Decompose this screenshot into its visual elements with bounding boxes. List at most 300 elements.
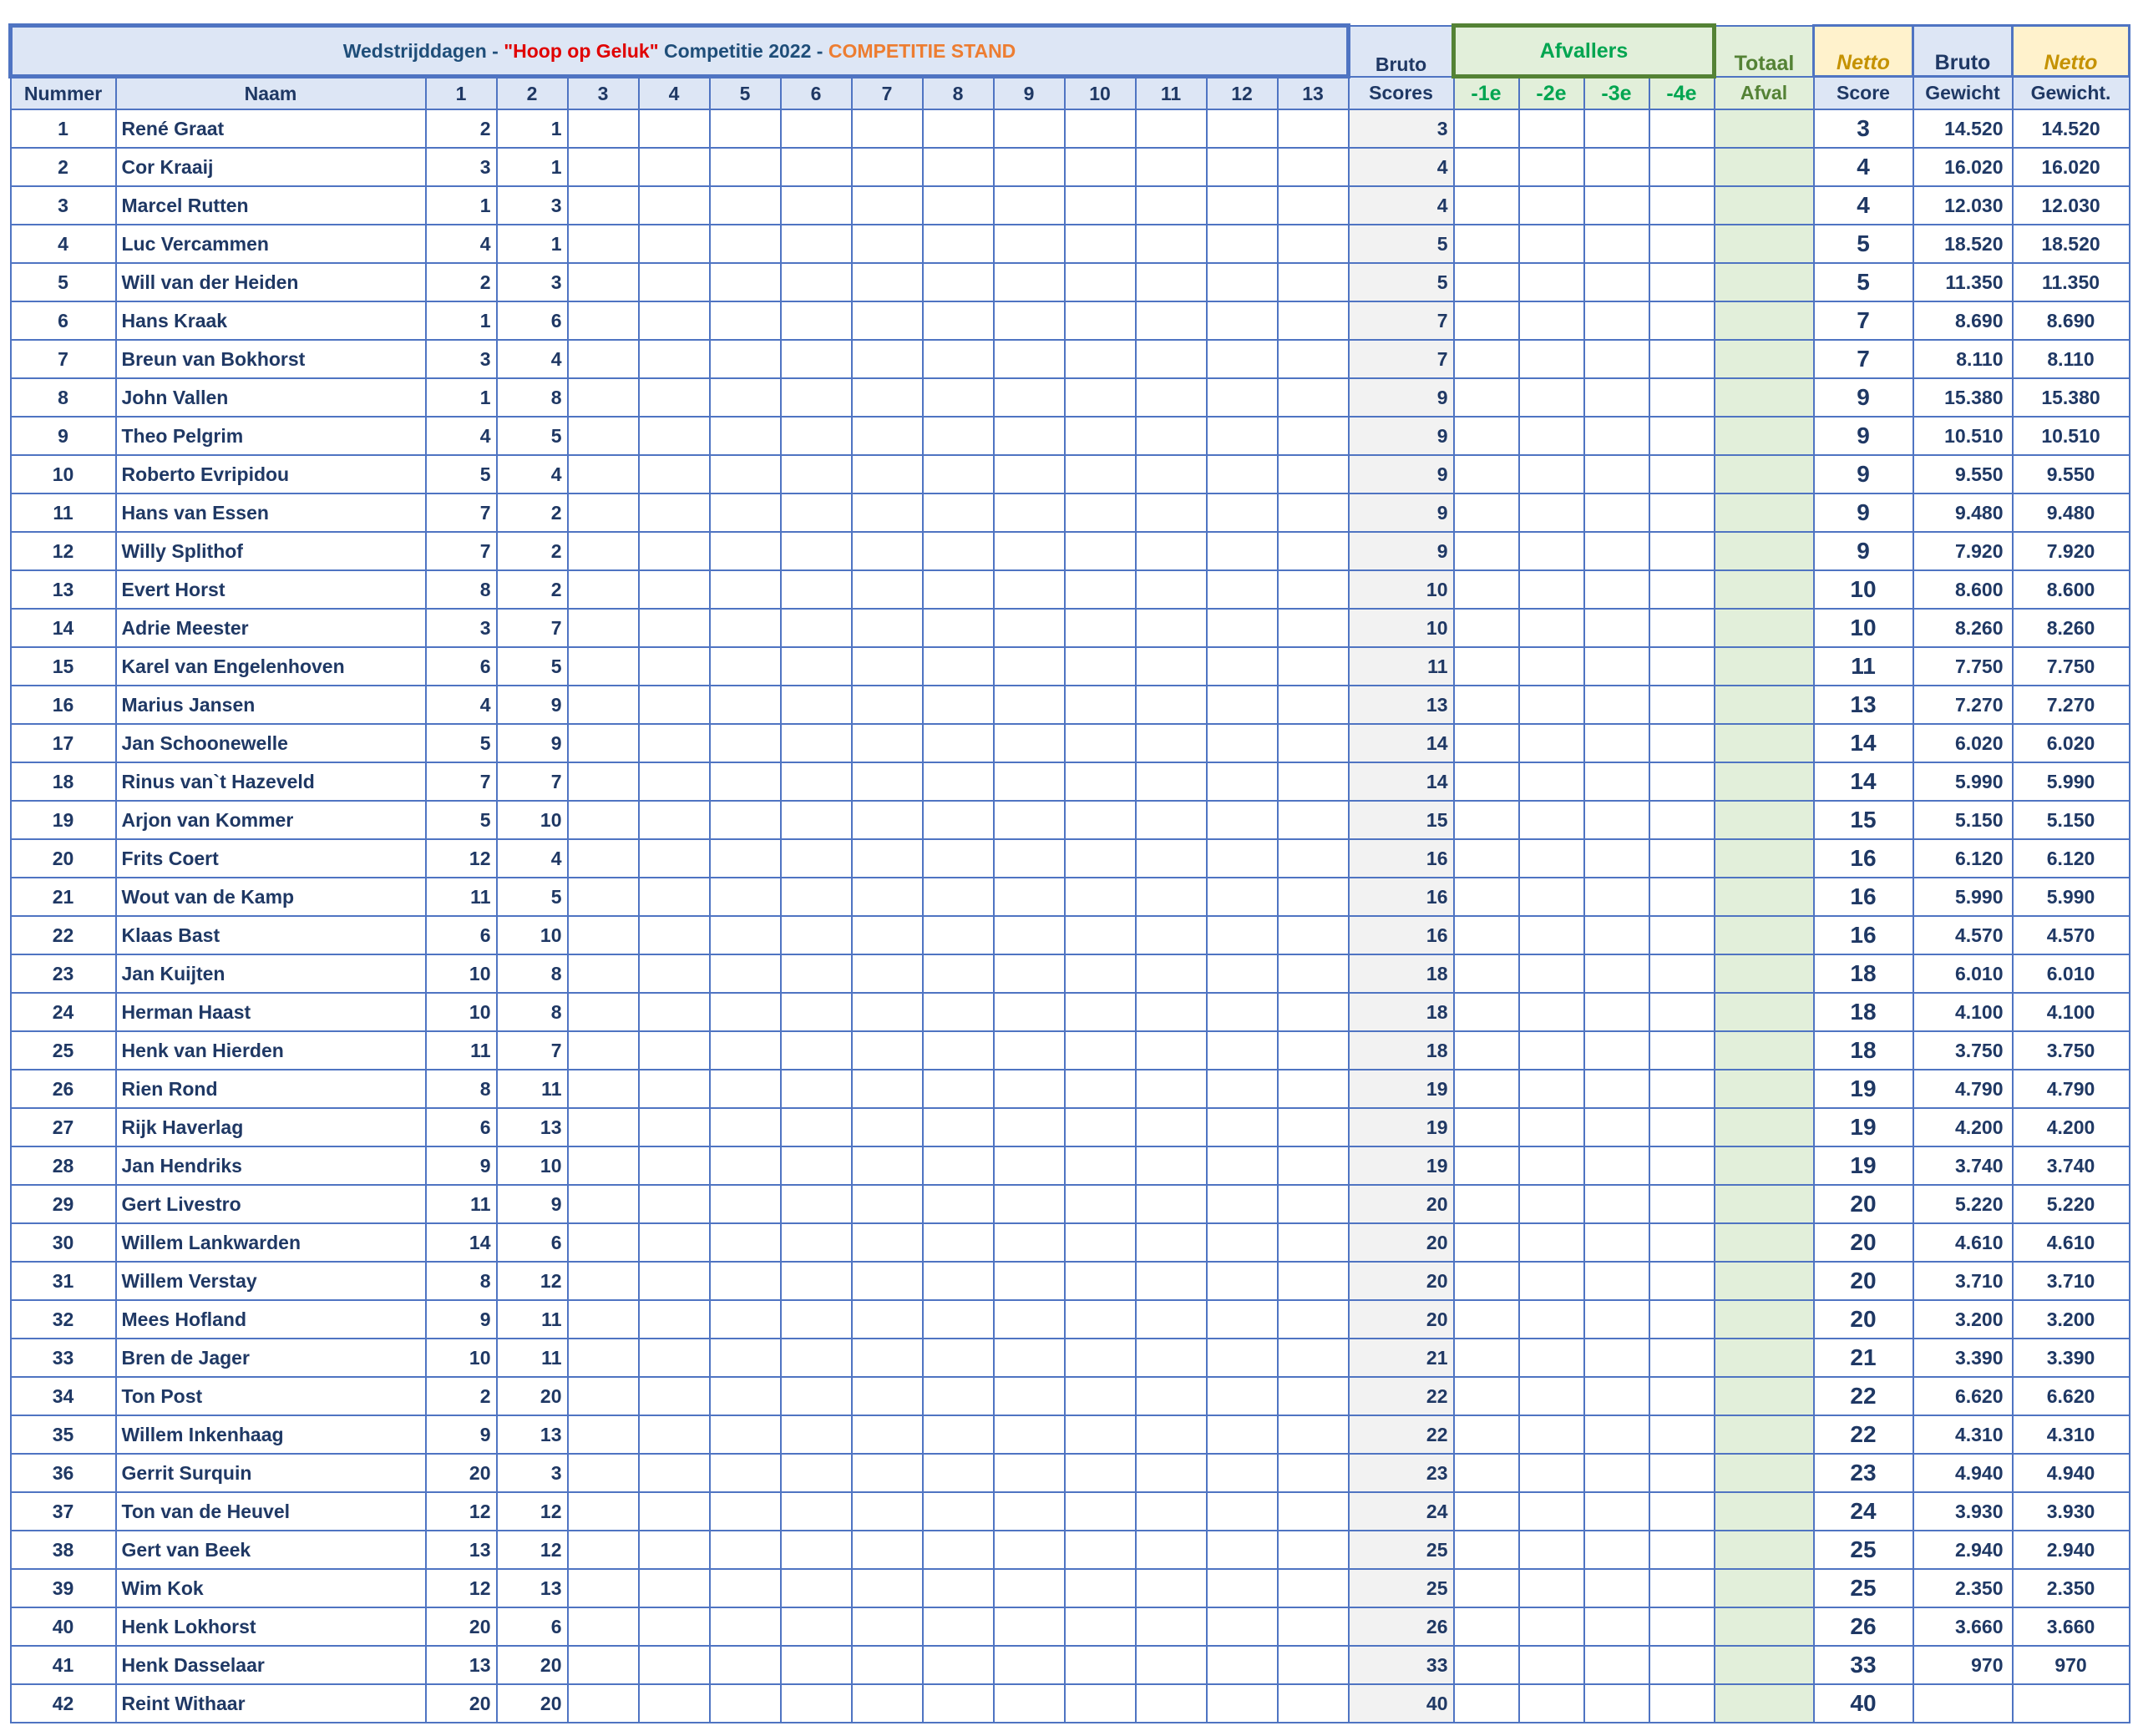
cell-round-7[interactable]	[852, 1646, 923, 1684]
cell-round-5[interactable]	[710, 1492, 781, 1531]
cell-nummer[interactable]: 16	[11, 686, 116, 724]
cell-round-7[interactable]	[852, 609, 923, 647]
cell-bruto-gewicht[interactable]: 15.380	[1913, 378, 2013, 417]
cell-netto-score[interactable]: 13	[1814, 686, 1913, 724]
cell-round-6[interactable]	[781, 225, 852, 263]
cell-round-9[interactable]	[994, 916, 1065, 954]
cell-round-3[interactable]	[568, 493, 639, 532]
cell-round-7[interactable]	[852, 1146, 923, 1185]
cell-round-2[interactable]: 7	[497, 1031, 568, 1070]
cell-nummer[interactable]: 22	[11, 916, 116, 954]
cell-bruto-scores[interactable]: 10	[1349, 570, 1454, 609]
cell-round-5[interactable]	[710, 916, 781, 954]
cell-round-12[interactable]	[1207, 1492, 1278, 1531]
cell-round-6[interactable]	[781, 1300, 852, 1339]
cell-netto-score[interactable]: 18	[1814, 993, 1913, 1031]
cell-bruto-gewicht[interactable]: 16.020	[1913, 148, 2013, 186]
cell-round-3[interactable]	[568, 1185, 639, 1223]
cell-round-1[interactable]: 13	[426, 1646, 497, 1684]
cell-round-8[interactable]	[923, 762, 994, 801]
cell-netto-gewicht[interactable]: 12.030	[2013, 186, 2130, 225]
cell-round-12[interactable]	[1207, 1262, 1278, 1300]
cell-totaal-afval[interactable]	[1715, 1454, 1814, 1492]
cell-afvaller-1[interactable]	[1454, 878, 1519, 916]
cell-round-3[interactable]	[568, 109, 639, 148]
cell-round-4[interactable]	[639, 1607, 710, 1646]
cell-round-2[interactable]: 1	[497, 148, 568, 186]
cell-totaal-afval[interactable]	[1715, 1492, 1814, 1531]
cell-round-11[interactable]	[1136, 724, 1207, 762]
cell-round-7[interactable]	[852, 493, 923, 532]
cell-round-8[interactable]	[923, 493, 994, 532]
cell-bruto-gewicht[interactable]: 4.100	[1913, 993, 2013, 1031]
cell-nummer[interactable]: 38	[11, 1531, 116, 1569]
cell-naam[interactable]: Klaas Bast	[116, 916, 426, 954]
cell-round-2[interactable]: 20	[497, 1377, 568, 1415]
cell-round-9[interactable]	[994, 1300, 1065, 1339]
cell-bruto-gewicht[interactable]: 2.350	[1913, 1569, 2013, 1607]
cell-netto-gewicht[interactable]: 14.520	[2013, 109, 2130, 148]
cell-round-1[interactable]: 7	[426, 762, 497, 801]
cell-round-8[interactable]	[923, 878, 994, 916]
cell-round-2[interactable]: 7	[497, 609, 568, 647]
cell-round-4[interactable]	[639, 647, 710, 686]
cell-round-11[interactable]	[1136, 1031, 1207, 1070]
cell-round-2[interactable]: 1	[497, 225, 568, 263]
cell-netto-score[interactable]: 19	[1814, 1146, 1913, 1185]
cell-afvaller-4[interactable]	[1649, 570, 1715, 609]
cell-round-6[interactable]	[781, 993, 852, 1031]
cell-round-13[interactable]	[1278, 417, 1349, 455]
cell-afvaller-1[interactable]	[1454, 570, 1519, 609]
cell-round-4[interactable]	[639, 1185, 710, 1223]
cell-afvaller-3[interactable]	[1584, 993, 1649, 1031]
cell-netto-gewicht[interactable]: 4.610	[2013, 1223, 2130, 1262]
cell-afvaller-4[interactable]	[1649, 493, 1715, 532]
cell-afvaller-4[interactable]	[1649, 1031, 1715, 1070]
cell-round-7[interactable]	[852, 225, 923, 263]
cell-afvaller-4[interactable]	[1649, 417, 1715, 455]
cell-nummer[interactable]: 36	[11, 1454, 116, 1492]
cell-bruto-scores[interactable]: 24	[1349, 1492, 1454, 1531]
cell-afvaller-1[interactable]	[1454, 724, 1519, 762]
cell-round-10[interactable]	[1065, 186, 1136, 225]
cell-afvaller-1[interactable]	[1454, 1415, 1519, 1454]
cell-afvaller-3[interactable]	[1584, 839, 1649, 878]
cell-round-10[interactable]	[1065, 1569, 1136, 1607]
cell-round-13[interactable]	[1278, 186, 1349, 225]
cell-round-2[interactable]: 20	[497, 1684, 568, 1723]
cell-round-2[interactable]: 4	[497, 340, 568, 378]
cell-round-3[interactable]	[568, 1377, 639, 1415]
cell-bruto-scores[interactable]: 14	[1349, 762, 1454, 801]
cell-round-3[interactable]	[568, 1607, 639, 1646]
cell-round-6[interactable]	[781, 762, 852, 801]
cell-round-7[interactable]	[852, 263, 923, 301]
cell-round-9[interactable]	[994, 1070, 1065, 1108]
cell-round-12[interactable]	[1207, 954, 1278, 993]
cell-round-5[interactable]	[710, 1415, 781, 1454]
cell-bruto-gewicht[interactable]: 6.020	[1913, 724, 2013, 762]
cell-naam[interactable]: Rijk Haverlag	[116, 1108, 426, 1146]
cell-naam[interactable]: Gert Livestro	[116, 1185, 426, 1223]
cell-round-2[interactable]: 10	[497, 1146, 568, 1185]
cell-round-4[interactable]	[639, 1300, 710, 1339]
cell-afvaller-4[interactable]	[1649, 724, 1715, 762]
cell-round-9[interactable]	[994, 1607, 1065, 1646]
cell-afvaller-4[interactable]	[1649, 762, 1715, 801]
cell-round-2[interactable]: 7	[497, 762, 568, 801]
cell-round-12[interactable]	[1207, 148, 1278, 186]
cell-afvaller-2[interactable]	[1519, 417, 1584, 455]
cell-round-13[interactable]	[1278, 993, 1349, 1031]
cell-totaal-afval[interactable]	[1715, 762, 1814, 801]
cell-bruto-gewicht[interactable]: 5.220	[1913, 1185, 2013, 1223]
cell-round-9[interactable]	[994, 1339, 1065, 1377]
cell-afvaller-1[interactable]	[1454, 225, 1519, 263]
cell-nummer[interactable]: 2	[11, 148, 116, 186]
cell-round-5[interactable]	[710, 762, 781, 801]
cell-round-4[interactable]	[639, 839, 710, 878]
cell-afvaller-3[interactable]	[1584, 801, 1649, 839]
cell-round-9[interactable]	[994, 839, 1065, 878]
cell-round-10[interactable]	[1065, 1185, 1136, 1223]
cell-round-1[interactable]: 6	[426, 1108, 497, 1146]
cell-bruto-scores[interactable]: 18	[1349, 954, 1454, 993]
cell-bruto-gewicht[interactable]: 4.200	[1913, 1108, 2013, 1146]
cell-afvaller-1[interactable]	[1454, 493, 1519, 532]
cell-bruto-scores[interactable]: 40	[1349, 1684, 1454, 1723]
cell-totaal-afval[interactable]	[1715, 1531, 1814, 1569]
cell-round-1[interactable]: 7	[426, 493, 497, 532]
cell-bruto-scores[interactable]: 16	[1349, 916, 1454, 954]
cell-netto-score[interactable]: 19	[1814, 1070, 1913, 1108]
cell-nummer[interactable]: 20	[11, 839, 116, 878]
cell-round-10[interactable]	[1065, 1031, 1136, 1070]
cell-round-3[interactable]	[568, 186, 639, 225]
cell-round-12[interactable]	[1207, 1531, 1278, 1569]
cell-round-5[interactable]	[710, 801, 781, 839]
cell-round-1[interactable]: 8	[426, 1262, 497, 1300]
cell-afvaller-1[interactable]	[1454, 1146, 1519, 1185]
cell-round-9[interactable]	[994, 1377, 1065, 1415]
cell-round-7[interactable]	[852, 1185, 923, 1223]
cell-afvaller-2[interactable]	[1519, 1684, 1584, 1723]
cell-round-5[interactable]	[710, 1339, 781, 1377]
cell-totaal-afval[interactable]	[1715, 1339, 1814, 1377]
cell-bruto-gewicht[interactable]: 7.920	[1913, 532, 2013, 570]
cell-round-11[interactable]	[1136, 878, 1207, 916]
cell-round-2[interactable]: 2	[497, 570, 568, 609]
cell-round-4[interactable]	[639, 148, 710, 186]
cell-netto-score[interactable]: 14	[1814, 724, 1913, 762]
cell-round-3[interactable]	[568, 340, 639, 378]
cell-round-3[interactable]	[568, 1031, 639, 1070]
cell-afvaller-3[interactable]	[1584, 417, 1649, 455]
cell-afvaller-3[interactable]	[1584, 1223, 1649, 1262]
cell-bruto-scores[interactable]: 16	[1349, 839, 1454, 878]
cell-round-7[interactable]	[852, 1569, 923, 1607]
cell-round-3[interactable]	[568, 878, 639, 916]
cell-round-7[interactable]	[852, 1223, 923, 1262]
cell-round-11[interactable]	[1136, 148, 1207, 186]
cell-round-2[interactable]: 8	[497, 954, 568, 993]
cell-round-12[interactable]	[1207, 263, 1278, 301]
cell-round-8[interactable]	[923, 1684, 994, 1723]
cell-afvaller-1[interactable]	[1454, 148, 1519, 186]
cell-nummer[interactable]: 40	[11, 1607, 116, 1646]
cell-nummer[interactable]: 41	[11, 1646, 116, 1684]
cell-afvaller-3[interactable]	[1584, 647, 1649, 686]
cell-afvaller-1[interactable]	[1454, 1454, 1519, 1492]
cell-round-5[interactable]	[710, 417, 781, 455]
cell-round-7[interactable]	[852, 1607, 923, 1646]
cell-round-11[interactable]	[1136, 993, 1207, 1031]
cell-round-10[interactable]	[1065, 301, 1136, 340]
cell-round-1[interactable]: 12	[426, 1569, 497, 1607]
cell-round-1[interactable]: 5	[426, 801, 497, 839]
cell-netto-score[interactable]: 18	[1814, 1031, 1913, 1070]
cell-naam[interactable]: Frits Coert	[116, 839, 426, 878]
cell-round-10[interactable]	[1065, 801, 1136, 839]
cell-round-11[interactable]	[1136, 1684, 1207, 1723]
cell-nummer[interactable]: 10	[11, 455, 116, 493]
cell-naam[interactable]: Herman Haast	[116, 993, 426, 1031]
cell-round-1[interactable]: 10	[426, 1339, 497, 1377]
cell-netto-gewicht[interactable]: 2.940	[2013, 1531, 2130, 1569]
cell-netto-score[interactable]: 18	[1814, 954, 1913, 993]
cell-round-1[interactable]: 2	[426, 263, 497, 301]
cell-round-3[interactable]	[568, 647, 639, 686]
cell-totaal-afval[interactable]	[1715, 993, 1814, 1031]
cell-round-8[interactable]	[923, 1415, 994, 1454]
cell-afvaller-3[interactable]	[1584, 148, 1649, 186]
cell-round-2[interactable]: 5	[497, 647, 568, 686]
cell-round-9[interactable]	[994, 532, 1065, 570]
cell-afvaller-4[interactable]	[1649, 1300, 1715, 1339]
cell-bruto-scores[interactable]: 19	[1349, 1108, 1454, 1146]
cell-afvaller-3[interactable]	[1584, 954, 1649, 993]
cell-round-4[interactable]	[639, 532, 710, 570]
cell-totaal-afval[interactable]	[1715, 1569, 1814, 1607]
cell-afvaller-1[interactable]	[1454, 1262, 1519, 1300]
cell-round-8[interactable]	[923, 148, 994, 186]
cell-round-11[interactable]	[1136, 1454, 1207, 1492]
cell-nummer[interactable]: 23	[11, 954, 116, 993]
cell-round-8[interactable]	[923, 455, 994, 493]
cell-nummer[interactable]: 30	[11, 1223, 116, 1262]
cell-netto-gewicht[interactable]: 5.990	[2013, 878, 2130, 916]
cell-netto-gewicht[interactable]: 4.790	[2013, 1070, 2130, 1108]
cell-round-5[interactable]	[710, 1607, 781, 1646]
cell-round-7[interactable]	[852, 1339, 923, 1377]
cell-round-10[interactable]	[1065, 647, 1136, 686]
cell-afvaller-2[interactable]	[1519, 186, 1584, 225]
cell-round-12[interactable]	[1207, 609, 1278, 647]
cell-naam[interactable]: Evert Horst	[116, 570, 426, 609]
cell-round-13[interactable]	[1278, 1454, 1349, 1492]
cell-round-3[interactable]	[568, 532, 639, 570]
cell-round-8[interactable]	[923, 839, 994, 878]
cell-round-11[interactable]	[1136, 1492, 1207, 1531]
cell-netto-gewicht[interactable]: 6.020	[2013, 724, 2130, 762]
cell-round-6[interactable]	[781, 1454, 852, 1492]
cell-bruto-scores[interactable]: 5	[1349, 225, 1454, 263]
cell-nummer[interactable]: 6	[11, 301, 116, 340]
cell-afvaller-3[interactable]	[1584, 686, 1649, 724]
cell-totaal-afval[interactable]	[1715, 1607, 1814, 1646]
cell-netto-gewicht[interactable]: 15.380	[2013, 378, 2130, 417]
cell-round-12[interactable]	[1207, 1070, 1278, 1108]
cell-round-13[interactable]	[1278, 301, 1349, 340]
cell-round-4[interactable]	[639, 1377, 710, 1415]
cell-round-10[interactable]	[1065, 1146, 1136, 1185]
cell-bruto-scores[interactable]: 20	[1349, 1262, 1454, 1300]
cell-afvaller-3[interactable]	[1584, 493, 1649, 532]
cell-round-4[interactable]	[639, 916, 710, 954]
cell-round-9[interactable]	[994, 1454, 1065, 1492]
cell-afvaller-1[interactable]	[1454, 340, 1519, 378]
cell-round-11[interactable]	[1136, 1262, 1207, 1300]
cell-bruto-scores[interactable]: 16	[1349, 878, 1454, 916]
cell-afvaller-1[interactable]	[1454, 1185, 1519, 1223]
cell-nummer[interactable]: 33	[11, 1339, 116, 1377]
cell-round-8[interactable]	[923, 724, 994, 762]
cell-round-8[interactable]	[923, 1185, 994, 1223]
cell-afvaller-2[interactable]	[1519, 993, 1584, 1031]
cell-totaal-afval[interactable]	[1715, 1300, 1814, 1339]
cell-round-4[interactable]	[639, 1223, 710, 1262]
cell-round-5[interactable]	[710, 1531, 781, 1569]
cell-round-9[interactable]	[994, 148, 1065, 186]
cell-round-12[interactable]	[1207, 109, 1278, 148]
cell-bruto-scores[interactable]: 26	[1349, 1607, 1454, 1646]
cell-afvaller-3[interactable]	[1584, 1454, 1649, 1492]
cell-round-13[interactable]	[1278, 1377, 1349, 1415]
cell-round-6[interactable]	[781, 647, 852, 686]
cell-afvaller-3[interactable]	[1584, 1531, 1649, 1569]
cell-round-5[interactable]	[710, 301, 781, 340]
cell-netto-score[interactable]: 9	[1814, 378, 1913, 417]
cell-afvaller-3[interactable]	[1584, 1185, 1649, 1223]
cell-round-4[interactable]	[639, 801, 710, 839]
cell-round-13[interactable]	[1278, 1031, 1349, 1070]
cell-afvaller-2[interactable]	[1519, 1377, 1584, 1415]
cell-netto-score[interactable]: 25	[1814, 1569, 1913, 1607]
cell-round-11[interactable]	[1136, 109, 1207, 148]
cell-round-3[interactable]	[568, 801, 639, 839]
cell-round-4[interactable]	[639, 1531, 710, 1569]
cell-round-7[interactable]	[852, 1031, 923, 1070]
cell-afvaller-2[interactable]	[1519, 225, 1584, 263]
cell-round-10[interactable]	[1065, 225, 1136, 263]
cell-afvaller-4[interactable]	[1649, 1454, 1715, 1492]
cell-round-4[interactable]	[639, 878, 710, 916]
cell-round-2[interactable]: 9	[497, 724, 568, 762]
cell-round-12[interactable]	[1207, 1607, 1278, 1646]
cell-round-13[interactable]	[1278, 1108, 1349, 1146]
cell-netto-score[interactable]: 4	[1814, 148, 1913, 186]
cell-round-7[interactable]	[852, 1415, 923, 1454]
cell-round-4[interactable]	[639, 724, 710, 762]
cell-afvaller-4[interactable]	[1649, 1569, 1715, 1607]
cell-afvaller-4[interactable]	[1649, 686, 1715, 724]
cell-round-8[interactable]	[923, 916, 994, 954]
cell-afvaller-4[interactable]	[1649, 1531, 1715, 1569]
cell-afvaller-2[interactable]	[1519, 1415, 1584, 1454]
cell-round-8[interactable]	[923, 1070, 994, 1108]
cell-round-10[interactable]	[1065, 1300, 1136, 1339]
cell-round-12[interactable]	[1207, 839, 1278, 878]
cell-round-12[interactable]	[1207, 686, 1278, 724]
cell-round-13[interactable]	[1278, 340, 1349, 378]
cell-round-8[interactable]	[923, 1262, 994, 1300]
cell-totaal-afval[interactable]	[1715, 225, 1814, 263]
cell-afvaller-1[interactable]	[1454, 1569, 1519, 1607]
cell-round-4[interactable]	[639, 1454, 710, 1492]
cell-netto-score[interactable]: 26	[1814, 1607, 1913, 1646]
cell-round-5[interactable]	[710, 686, 781, 724]
cell-netto-score[interactable]: 5	[1814, 263, 1913, 301]
cell-round-8[interactable]	[923, 378, 994, 417]
cell-round-11[interactable]	[1136, 417, 1207, 455]
cell-bruto-scores[interactable]: 9	[1349, 493, 1454, 532]
cell-afvaller-2[interactable]	[1519, 878, 1584, 916]
cell-round-9[interactable]	[994, 1108, 1065, 1146]
cell-round-1[interactable]: 2	[426, 109, 497, 148]
cell-afvaller-3[interactable]	[1584, 1492, 1649, 1531]
cell-round-9[interactable]	[994, 1031, 1065, 1070]
cell-round-12[interactable]	[1207, 186, 1278, 225]
cell-round-7[interactable]	[852, 1684, 923, 1723]
cell-round-8[interactable]	[923, 609, 994, 647]
cell-bruto-gewicht[interactable]: 12.030	[1913, 186, 2013, 225]
cell-totaal-afval[interactable]	[1715, 1031, 1814, 1070]
cell-round-10[interactable]	[1065, 1531, 1136, 1569]
cell-bruto-gewicht[interactable]: 3.390	[1913, 1339, 2013, 1377]
cell-naam[interactable]: Rien Rond	[116, 1070, 426, 1108]
cell-round-10[interactable]	[1065, 1492, 1136, 1531]
cell-bruto-gewicht[interactable]: 3.740	[1913, 1146, 2013, 1185]
cell-afvaller-2[interactable]	[1519, 1108, 1584, 1146]
cell-round-6[interactable]	[781, 1185, 852, 1223]
cell-nummer[interactable]: 31	[11, 1262, 116, 1300]
cell-round-11[interactable]	[1136, 340, 1207, 378]
cell-round-8[interactable]	[923, 263, 994, 301]
cell-round-8[interactable]	[923, 109, 994, 148]
cell-round-11[interactable]	[1136, 839, 1207, 878]
cell-round-13[interactable]	[1278, 1262, 1349, 1300]
cell-round-10[interactable]	[1065, 839, 1136, 878]
cell-afvaller-4[interactable]	[1649, 301, 1715, 340]
cell-round-4[interactable]	[639, 301, 710, 340]
cell-round-1[interactable]: 4	[426, 417, 497, 455]
cell-round-8[interactable]	[923, 1454, 994, 1492]
cell-round-1[interactable]: 20	[426, 1454, 497, 1492]
cell-afvaller-4[interactable]	[1649, 839, 1715, 878]
cell-round-8[interactable]	[923, 532, 994, 570]
cell-round-9[interactable]	[994, 686, 1065, 724]
cell-round-1[interactable]: 3	[426, 340, 497, 378]
cell-nummer[interactable]: 29	[11, 1185, 116, 1223]
cell-bruto-gewicht[interactable]: 6.120	[1913, 839, 2013, 878]
cell-round-10[interactable]	[1065, 1108, 1136, 1146]
cell-round-1[interactable]: 12	[426, 839, 497, 878]
cell-netto-gewicht[interactable]: 2.350	[2013, 1569, 2130, 1607]
cell-round-9[interactable]	[994, 993, 1065, 1031]
cell-afvaller-4[interactable]	[1649, 1607, 1715, 1646]
cell-round-13[interactable]	[1278, 1607, 1349, 1646]
